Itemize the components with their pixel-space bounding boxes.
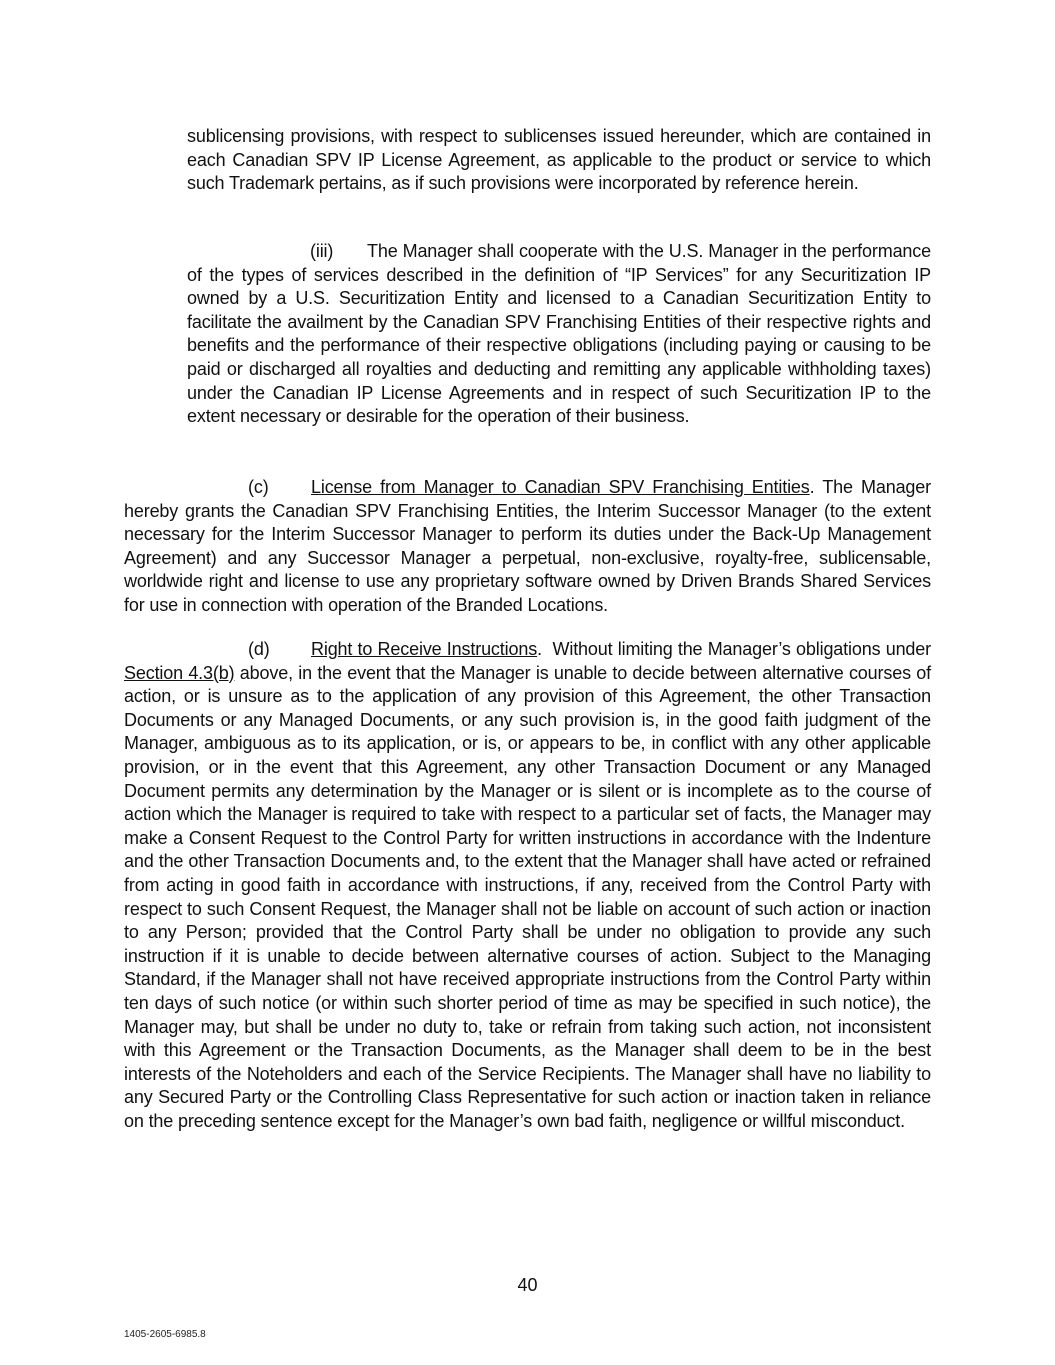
paragraph-text: The Manager shall cooperate with the U.S. Manager in the performance of the types of services described in the definition of “IP Services” for any Securitization IP owned by a U.S. Securitization Entity and licensed to a Canadian Securitization Entity to facilitate the availment by the Canadian SPV Franchising Entities of their respective rights and benefits and the performance of their respective obligations (including paying or causing to be paid or discharged all royalties and deducting and remitting any applicable withholding taxes) under the Canadian IP License Agreements and in respect of such Securitization IP to the extent necessary or desirable for the operation of their business.	[187, 241, 931, 427]
section-text-b: above, in the event that the Manager is unable to decide between alternative courses of action, or is unsure as to the application of any provision of this Agreement, the other Transaction Documents or any Managed Documents, or any such provision is, in the good faith judgment of the Manager, ambiguous as to its application, or is, or appears to be, in conflict with any other applicable provision, or in the event that this Agreement, any other Transaction Document or any Managed Document permits any determination by the Manager or is silent or is incomplete as to the course of action which the Manager is required to take with respect to a particular set of facts, the Manager may make a Consent Request to the Control Party for written instructions in accordance with the Indenture and the other Transaction Documents and, to the extent that the Manager shall have acted or refrained from acting in good faith in accordance with instructions, if any, received from the Control Party with respect to such Consent Request, the Manager shall not be liable on account of such action or inaction to any Person; provided that the Control Party shall be under no obligation to provide any such instruction if it is unable to decide between alternative courses of action. Subject to the Managing Standard, if the Manager shall not have received appropriate instructions from the Control Party within ten days of such notice (or within such shorter period of time as may be specified in such notice), the Manager may, but shall be under no duty to, take or refrain from taking such action, not inconsistent with this Agreement or the Transaction Documents, as the Manager shall deem to be in the best interests of the Noteholders and each of the Service Recipients. The Manager shall have no liability to any Secured Party or the Controlling Class Representative for such action or inaction taken in reliance on the preceding sentence except for the Manager’s own bad faith, negligence or willful misconduct.	[124, 662, 931, 1131]
section-c-license	[124, 476, 931, 618]
heading-period: .	[537, 639, 542, 659]
document-id: 1405-2605-6985.8	[124, 1329, 206, 1340]
heading-period: .	[809, 477, 815, 497]
section-reference: Section 4.3(b)	[124, 662, 235, 683]
section-d-instructions	[124, 638, 931, 1133]
paragraph-iii	[187, 240, 931, 429]
section-text: The Manager hereby grants the Canadian SPV Franchising Entities, the Interim Successor Manager (to the extent necessary for the Interim Successor Manager to perform its duties under the Back-Up Management Agreement) and any Successor Manager a perpetual, non-exclusive, royalty-free, sublicensable, worldwide right and license to use any proprietary software owned by Driven Brands Shared Services for use in connection with operation of the Branded Locations.	[124, 477, 931, 615]
section-heading: License from Manager to Canadian SPV Franchising Entities	[311, 477, 810, 497]
section-heading: Right to Receive Instructions	[311, 639, 538, 659]
paragraph-text: sublicensing provisions, with respect to sublicenses issued hereunder, which are contained in each Canadian SPV IP License Agreement, as applicable to the product or service to which such Trademark pertains, as if such provisions were incorporated by reference herein.	[187, 126, 931, 194]
paragraph-sublicensing	[187, 125, 931, 196]
section-number: (d)	[248, 639, 270, 659]
paragraph-number: (iii)	[310, 241, 334, 261]
section-text-a: Without limiting the Manager’s obligations under	[552, 639, 932, 659]
page-number: 40	[517, 1275, 538, 1295]
section-number: (c)	[248, 477, 269, 497]
